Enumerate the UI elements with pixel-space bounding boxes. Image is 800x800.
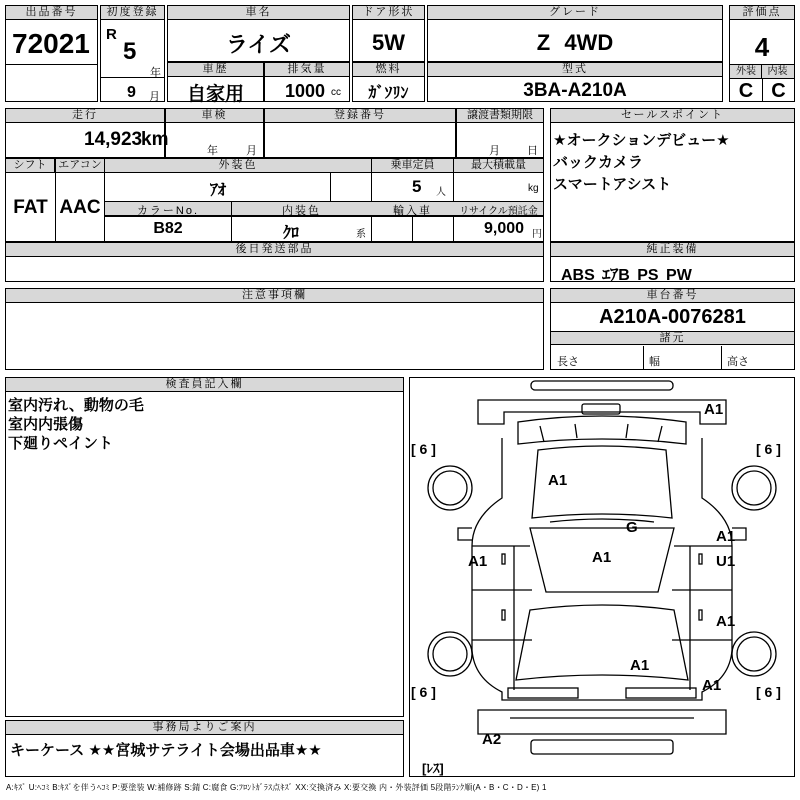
tire-depth: [ 6 ] <box>411 441 436 457</box>
capacity-unit: 人 <box>436 187 446 198</box>
score: 4 <box>754 32 770 62</box>
recycle-label: リサイクル預託金 <box>459 206 538 217</box>
fuel-cell <box>352 62 425 102</box>
chassis-number: A210A-0076281 <box>599 306 746 328</box>
month-unit: 月 <box>149 91 160 103</box>
transfer-label: 譲渡書類期限 <box>457 109 543 123</box>
damage-mark: A1 <box>468 553 488 570</box>
lot-number: 72021 <box>12 28 90 59</box>
capacity: 5 <box>412 177 422 196</box>
color-no: B82 <box>153 220 183 237</box>
recycle-amount: 9,000 <box>484 220 525 237</box>
damage-mark: A1 <box>716 528 736 545</box>
transfer-month-unit: 月 <box>489 145 500 157</box>
first-registration-label: 初度登録 <box>101 6 164 20</box>
damage-mark: A1 <box>630 657 650 674</box>
inspection-month-unit: 月 <box>246 145 257 157</box>
office-label: 事務局よりご案内 <box>6 721 403 735</box>
model-label: 型式 <box>428 63 722 77</box>
later-parts-cell <box>5 242 544 282</box>
history-label: 車歴 <box>168 63 263 77</box>
chassis-label: 車台番号 <box>551 289 794 303</box>
plate-cell <box>264 108 456 158</box>
spec-block <box>5 158 544 242</box>
height-label: 高さ <box>727 356 749 368</box>
shift: FAT <box>13 197 48 218</box>
grade: Z 4WD <box>536 30 614 55</box>
spare-tire: [ﾚｽ] <box>422 761 444 776</box>
mileage-label: 走行 <box>6 109 164 123</box>
inspector-label: 検査員記入欄 <box>6 378 403 392</box>
door-label: ドア形状 <box>353 6 424 20</box>
score-cell <box>729 5 795 102</box>
fuel: ｶﾞｿﾘﾝ <box>368 85 409 102</box>
registration-month: 9 <box>127 84 136 101</box>
era: R <box>106 26 117 43</box>
inspector-note: 室内内張傷 <box>8 416 84 433</box>
displacement-cell <box>264 62 350 102</box>
interior-color-unit: 系 <box>356 229 366 240</box>
shift-label: シフト <box>6 159 55 173</box>
chassis-cell <box>550 288 795 370</box>
equipment-cell <box>550 242 795 282</box>
ac: AAC <box>59 197 101 218</box>
inspection-year-unit: 年 <box>207 145 218 157</box>
tire-depth: [ 6 ] <box>411 684 436 700</box>
inspector-note: 室内汚れ、動物の毛 <box>8 397 144 414</box>
sales-points-cell <box>550 108 795 242</box>
registration-year: 5 <box>123 38 137 65</box>
ac-label: エアコン <box>56 159 104 173</box>
car-name: ライズ <box>225 32 292 57</box>
damage-mark: A1 <box>716 613 736 630</box>
interior-grade: C <box>771 80 786 102</box>
damage-mark: G <box>626 519 638 536</box>
model-cell <box>427 62 723 102</box>
equipment-label: 純正装備 <box>551 243 794 257</box>
door-type: 5W <box>372 30 405 55</box>
recycle-unit: 円 <box>532 229 542 240</box>
caution-cell <box>5 288 544 370</box>
mileage: 14,923 <box>84 129 143 150</box>
tire-depth: [ 6 ] <box>756 441 781 457</box>
tire-depth: [ 6 ] <box>756 684 781 700</box>
interior-color: ｸﾛ <box>282 225 299 242</box>
capacity-label: 乗車定員 <box>372 159 453 173</box>
mileage-cell <box>5 108 169 158</box>
color-label: 外装色 <box>105 159 371 173</box>
history: 自家用 <box>186 84 244 105</box>
transfer-day-unit: 日 <box>527 145 538 157</box>
plate-label: 登録番号 <box>265 109 455 123</box>
grade-cell <box>427 5 723 62</box>
car-name-label: 車名 <box>168 6 349 20</box>
displacement: 1000 <box>285 81 326 101</box>
grade-label: グレード <box>428 6 722 20</box>
legend: A:ｷｽﾞ U:ﾍｺﾐ B:ｷｽﾞを伴うﾍｺﾐ P:要塗装 W:補修跡 S:錆 C:腐食 G:ﾌﾛﾝﾄｶﾞﾗｽ点ｷｽﾞ XX:交換済み X:要交換 内・外装評価 5段階ﾗﾝｸ順(A・B・C・D・E) 1 <box>6 783 547 792</box>
office-text: キーケース ★★宮城サテライト会場出品車★★ <box>10 742 322 759</box>
interior-label: 内装 <box>767 66 788 77</box>
load-label: 最大積載量 <box>454 159 543 173</box>
door-cell <box>352 5 425 62</box>
displacement-label: 排気量 <box>265 63 349 77</box>
score-label: 評価点 <box>730 6 794 20</box>
office-cell <box>5 720 404 777</box>
exterior-grade: C <box>738 80 754 102</box>
import-label: 輸入車 <box>393 205 432 217</box>
model: 3BA-A210A <box>523 80 627 101</box>
exterior-label: 外装 <box>731 65 762 78</box>
car-outline <box>410 378 794 776</box>
sales-point: ★オークションデビュー★ <box>553 132 730 149</box>
later-parts-label: 後日発送部品 <box>6 243 543 257</box>
fuel-label: 燃料 <box>353 63 424 77</box>
history-cell <box>167 62 264 105</box>
interior-color-label: 内装色 <box>282 205 321 217</box>
sales-point: スマートアシスト <box>553 176 672 193</box>
damage-mark: A1 <box>704 401 724 418</box>
inspector-note: 下廻りペイント <box>8 435 114 452</box>
sales-points-label: セールスポイント <box>551 109 794 123</box>
car-name-cell <box>167 5 350 62</box>
damage-mark: A1 <box>548 472 568 489</box>
load-unit: kg <box>528 183 539 194</box>
sales-point: バックカメラ <box>553 154 644 171</box>
inspection-label: 車検 <box>166 109 263 123</box>
year-unit: 年 <box>150 67 161 79</box>
damage-mark: A1 <box>592 549 612 566</box>
damage-mark: U1 <box>716 553 736 570</box>
caution-label: 注意事項欄 <box>6 289 543 303</box>
lot-number-cell <box>5 5 98 102</box>
damage-mark: A1 <box>702 677 722 694</box>
inspection-cell <box>165 108 264 158</box>
displacement-unit: cc <box>331 87 341 98</box>
width-label: 幅 <box>649 356 660 368</box>
mileage-unit: km <box>141 129 169 150</box>
inspector-cell <box>5 377 404 717</box>
damage-mark: A2 <box>482 731 502 748</box>
first-registration-cell <box>100 5 165 102</box>
lot-number-label: 出品番号 <box>6 6 97 20</box>
transfer-cell <box>456 108 544 158</box>
spec-label: 諸元 <box>551 331 794 345</box>
color: ｱｵ <box>209 182 226 199</box>
length-label: 長さ <box>557 356 579 368</box>
damage-diagram <box>409 377 795 777</box>
equipment-items: ABS ｴｱB PS PW <box>561 267 692 284</box>
color-no-label: カラーNo. <box>136 205 200 217</box>
